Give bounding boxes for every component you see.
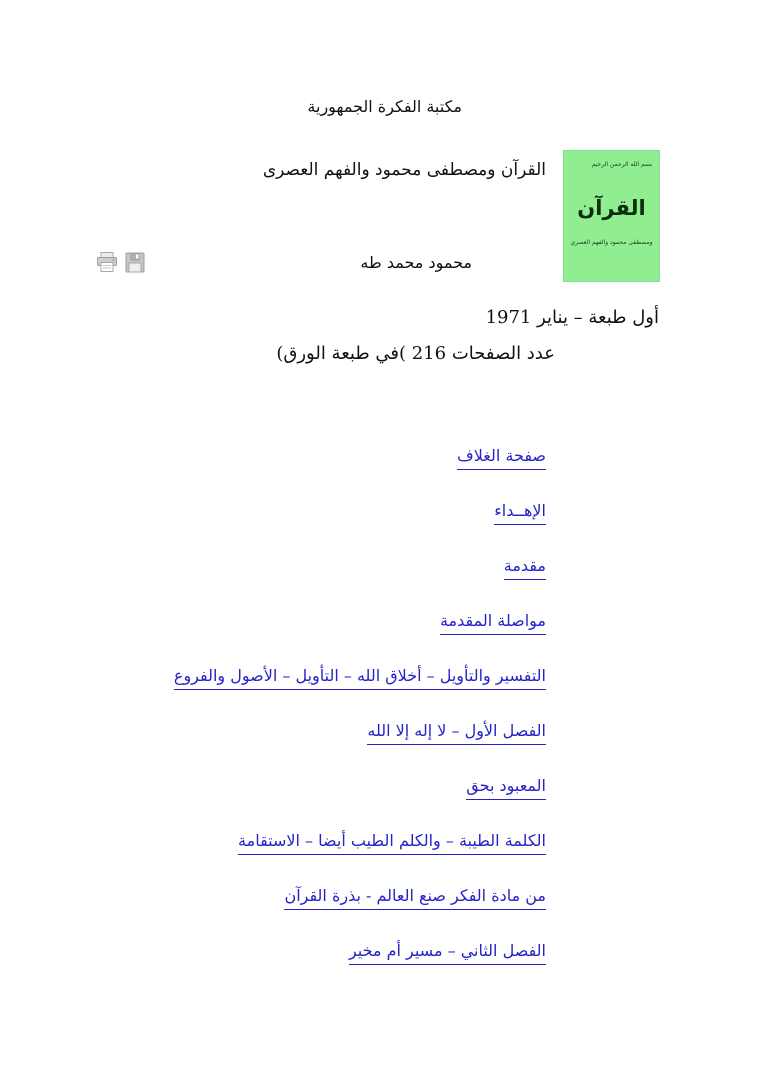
save-button[interactable]	[124, 250, 148, 274]
toc-link-chapter-2[interactable]: الفصل الثاني – مسير أم مخير	[349, 941, 546, 965]
cover-subtitle-text: ومصطفى محمود والفهم العصري	[570, 239, 653, 246]
book-author: محمود محمد طه	[360, 253, 472, 272]
site-title: مكتبة الفكرة الجمهورية	[307, 97, 462, 116]
printer-icon	[95, 250, 119, 274]
toc-link-cover-page[interactable]: صفحة الغلاف	[457, 446, 546, 470]
cover-basmala-text: بسم الله الرحمن الرحيم	[591, 161, 652, 168]
page-count-line: عدد الصفحات 216 )في طبعة الورق)	[276, 343, 555, 364]
toolbar	[95, 250, 148, 274]
toc-link-maabud[interactable]: المعبود بحق	[466, 776, 546, 800]
book-cover	[563, 150, 660, 282]
floppy-save-icon	[124, 251, 148, 274]
print-button[interactable]	[95, 250, 119, 274]
edition-line: أول طبعة – يناير 1971	[485, 307, 659, 328]
toc-link-introduction[interactable]: مقدمة	[504, 556, 546, 580]
toc-link-dedication[interactable]: الإهــداء	[494, 501, 546, 525]
toc-link-tafsir[interactable]: التفسير والتأويل – أخلاق الله – التأويل – الأصول والفروع	[174, 666, 546, 690]
toc-link-intro-cont[interactable]: مواصلة المقدمة	[440, 611, 546, 635]
cover-title-calligraphy: القرآن	[577, 195, 646, 220]
toc-link-kalima[interactable]: الكلمة الطيبة – والكلم الطيب أيضا – الاستقامة	[238, 831, 546, 855]
toc-link-seed-quran[interactable]: من مادة الفكر صنع العالم - بذرة القرآن	[284, 886, 546, 910]
book-title: القرآن ومصطفى محمود والفهم العصرى	[262, 160, 546, 180]
toc-link-chapter-1[interactable]: الفصل الأول – لا إله إلا الله	[367, 721, 546, 745]
